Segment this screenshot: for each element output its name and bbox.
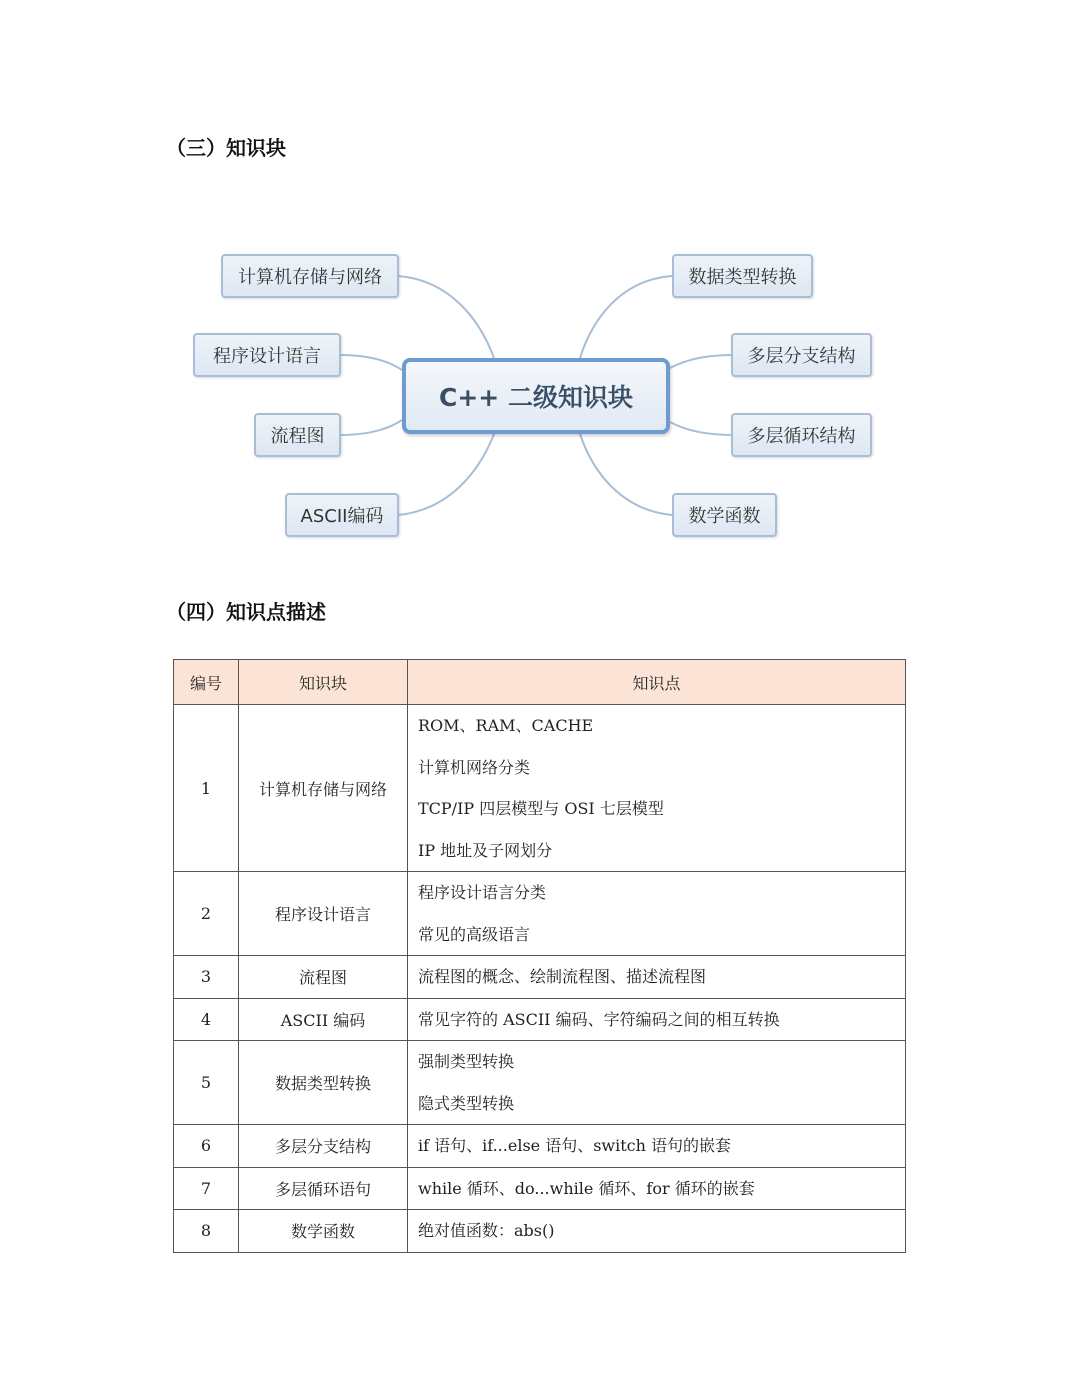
connector-right-1	[580, 276, 672, 358]
mindmap-node-storage-network: 计算机存储与网络	[221, 254, 399, 298]
knowledge-point: 绝对值函数：abs()	[418, 1221, 555, 1240]
knowledge-point-table	[173, 659, 906, 1253]
row-points	[408, 1167, 906, 1210]
knowledge-point: 计算机网络分类	[418, 757, 531, 777]
row-number: 5	[174, 1041, 239, 1125]
table-row	[174, 998, 906, 1041]
table-row	[174, 1210, 906, 1253]
knowledge-point: if 语句、if...else 语句、switch 语句的嵌套	[418, 1136, 732, 1155]
row-number: 6	[174, 1125, 239, 1168]
row-block: ASCII 编码	[239, 998, 408, 1041]
row-points	[408, 872, 906, 956]
connector-right-2	[670, 355, 732, 368]
table-row	[174, 872, 906, 956]
table-row	[174, 1125, 906, 1168]
section-heading-knowledge-points: （四）知识点描述	[166, 600, 326, 624]
connector-right-3	[670, 422, 732, 435]
row-points	[408, 998, 906, 1041]
header-number: 编号	[174, 660, 239, 705]
row-number: 4	[174, 998, 239, 1041]
connector-left-4	[398, 434, 494, 515]
knowledge-point: 常见字符的 ASCII 编码、字符编码之间的相互转换	[418, 1009, 780, 1029]
knowledge-point: while 循环、do...while 循环、for 循环的嵌套	[418, 1178, 755, 1198]
row-number: 8	[174, 1210, 239, 1253]
knowledge-point: 常见的高级语言	[418, 924, 531, 944]
row-number: 3	[174, 956, 239, 999]
mindmap-node-math-functions: 数学函数	[672, 493, 777, 537]
mindmap-node-ascii: ASCII编码	[285, 493, 399, 537]
connector-left-1	[398, 276, 494, 358]
connector-left-3	[340, 420, 402, 435]
table-row	[174, 956, 906, 999]
table-row	[174, 1041, 906, 1125]
row-points	[408, 1210, 906, 1253]
mindmap-node-flowchart: 流程图	[254, 413, 341, 457]
table-row	[174, 1167, 906, 1210]
row-block: 多层分支结构	[239, 1125, 408, 1168]
row-points	[408, 956, 906, 999]
row-points	[408, 1125, 906, 1168]
knowledge-point: TCP/IP 四层模型与 OSI 七层模型	[418, 799, 664, 818]
row-block: 流程图	[239, 956, 408, 999]
knowledge-point: 隐式类型转换	[418, 1093, 515, 1113]
row-number: 7	[174, 1167, 239, 1210]
mindmap-connectors	[0, 0, 1080, 600]
section-heading-knowledge-block: （三）知识块	[166, 136, 286, 160]
row-block: 多层循环语句	[239, 1167, 408, 1210]
row-number: 1	[174, 705, 239, 872]
knowledge-point: IP 地址及子网划分	[418, 840, 553, 860]
row-block: 程序设计语言	[239, 872, 408, 956]
table-header-row	[174, 660, 906, 705]
row-block: 数据类型转换	[239, 1041, 408, 1125]
header-points: 知识点	[408, 660, 906, 705]
knowledge-point: 强制类型转换	[418, 1052, 515, 1071]
mindmap-node-branch-structure: 多层分支结构	[731, 333, 872, 377]
row-block: 数学函数	[239, 1210, 408, 1253]
row-block: 计算机存储与网络	[239, 705, 408, 872]
connector-left-2	[340, 355, 402, 370]
mindmap-node-programming-language: 程序设计语言	[193, 333, 341, 377]
table-row	[174, 705, 906, 872]
knowledge-point: 程序设计语言分类	[418, 883, 547, 902]
row-number: 2	[174, 872, 239, 956]
connector-right-4	[580, 434, 672, 515]
knowledge-point: 流程图的概念、绘制流程图、描述流程图	[418, 967, 707, 986]
row-points	[408, 1041, 906, 1125]
row-points	[408, 705, 906, 872]
mindmap-center-node: C++ 二级知识块	[402, 358, 670, 434]
header-block: 知识块	[239, 660, 408, 705]
mindmap-node-loop-structure: 多层循环结构	[731, 413, 872, 457]
knowledge-point: ROM、RAM、CACHE	[418, 716, 594, 735]
mindmap-node-type-conversion: 数据类型转换	[672, 254, 813, 298]
